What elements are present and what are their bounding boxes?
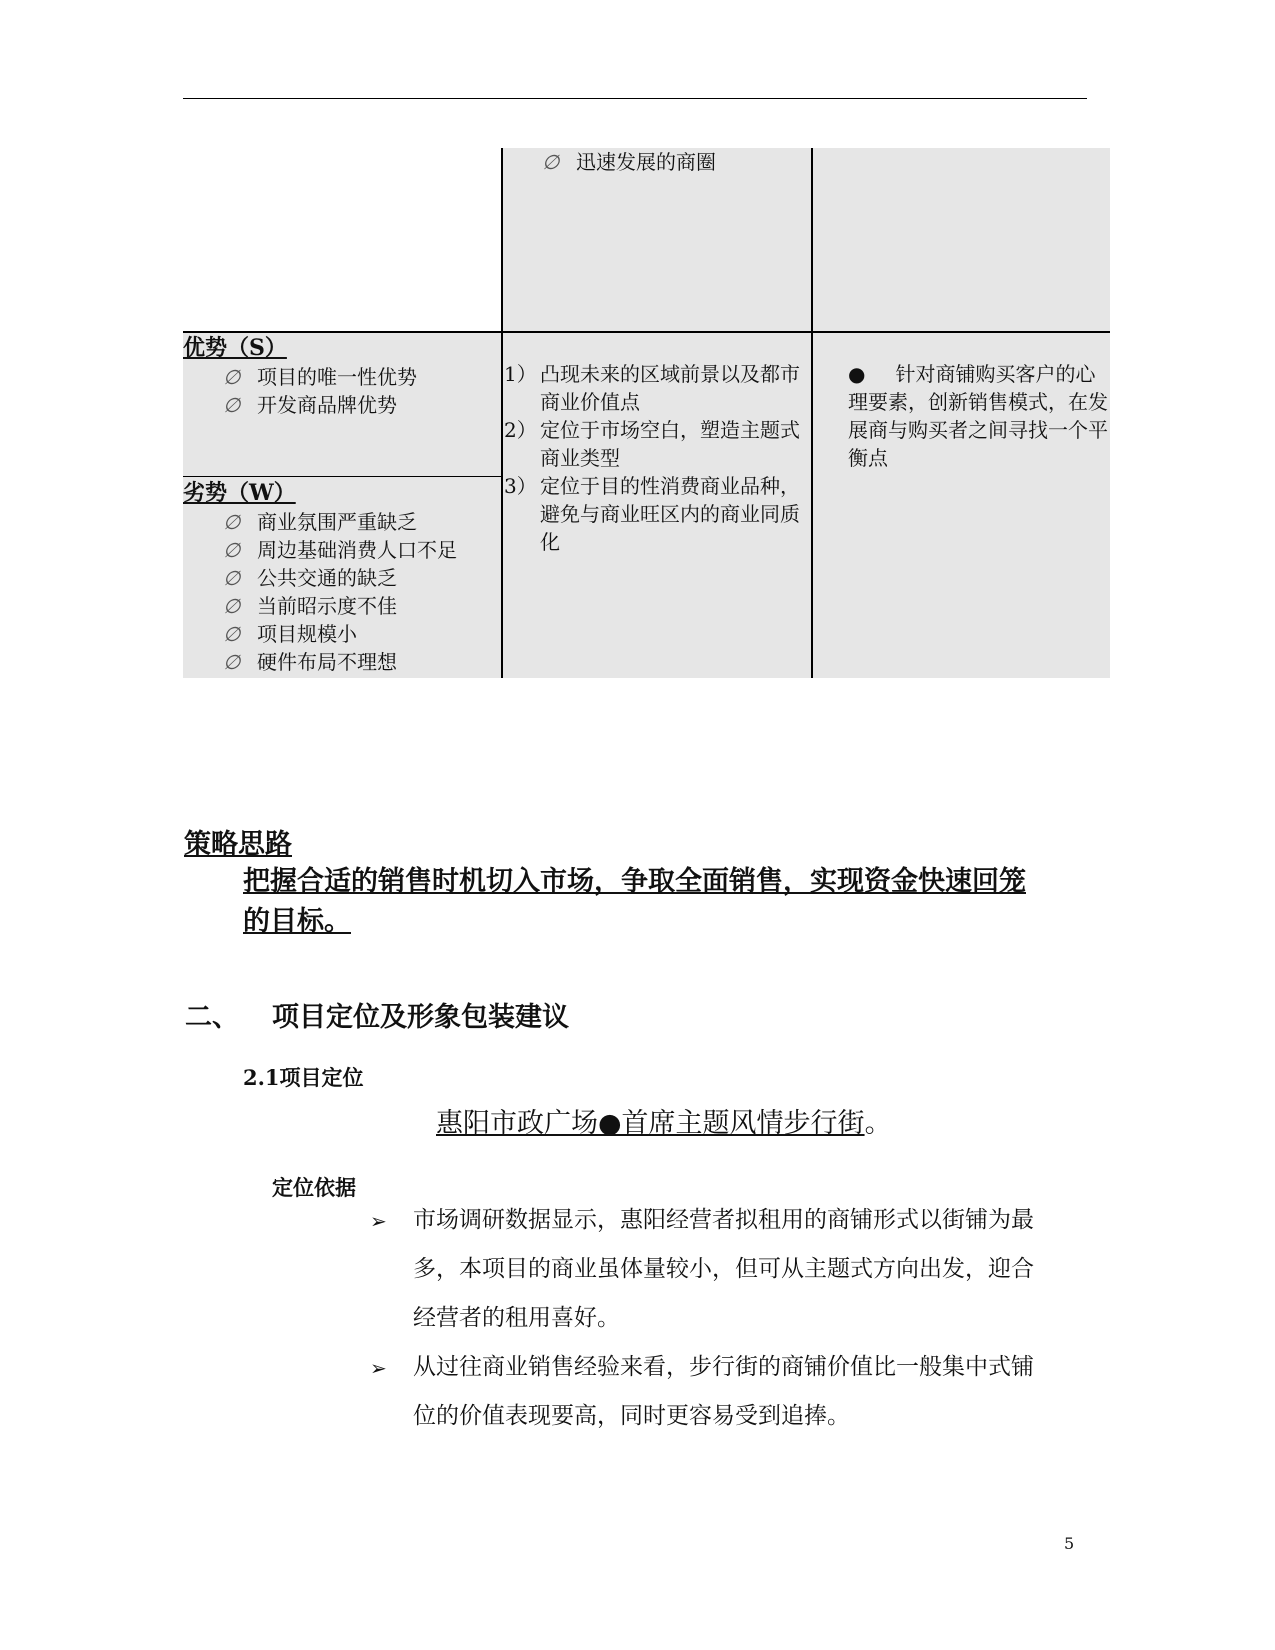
weakness-text: 硬件布局不理想	[257, 650, 397, 674]
sales-point-text: 针对商铺购买客户的心理要素，创新销售模式，在发展商与购买者之间寻找一个平衡点	[848, 362, 1108, 470]
empty-set-icon: ∅	[223, 594, 241, 618]
empty-set-icon: ∅	[223, 510, 241, 534]
swot-table	[0, 0, 1275, 674]
section-number: 二、	[185, 1002, 239, 1033]
strategy-item	[504, 360, 809, 416]
empty-set-icon: ∅	[223, 622, 241, 646]
strategy-number: 3）	[504, 474, 537, 498]
weakness-text: 公共交通的缺乏	[257, 566, 397, 590]
strategy-heading: 策略思路	[184, 829, 292, 860]
subsection-title: 2.1项目定位	[243, 1065, 364, 1090]
arrow-bullet-icon: ➢	[370, 1209, 387, 1233]
strategies-cell	[504, 360, 809, 556]
empty-set-icon: ∅	[223, 538, 241, 562]
weakness-text: 商业氛围严重缺乏	[257, 510, 417, 534]
strengths-label: 优势（S）	[183, 335, 287, 361]
strategy-text: 凸现未来的区域前景以及都市商业价值点	[540, 362, 800, 414]
page-number: 5	[1064, 1534, 1075, 1553]
weakness-item	[183, 648, 501, 676]
empty-set-icon: ∅	[223, 650, 241, 674]
strategy-item	[504, 472, 809, 556]
weakness-item	[183, 564, 501, 592]
header-rule	[183, 98, 1087, 99]
weakness-text: 项目规模小	[257, 622, 357, 646]
empty-set-icon: ∅	[223, 365, 241, 389]
strength-item	[183, 391, 501, 419]
strategy-line-2: 的目标。	[243, 906, 351, 937]
strength-text: 项目的唯一性优势	[257, 365, 417, 389]
strategy-text: 定位于市场空白，塑造主题式商业类型	[540, 418, 800, 470]
tagline-suffix: 。	[864, 1108, 892, 1139]
empty-set-icon: ∅	[223, 393, 241, 417]
weakness-item	[183, 508, 501, 536]
strength-text: 开发商品牌优势	[257, 393, 397, 417]
empty-set-icon: ∅	[542, 150, 560, 174]
bullet-icon: ●	[848, 362, 866, 386]
strategy-number: 2）	[504, 418, 537, 442]
basis-line: 多，本项目的商业虽体量较小，但可从主题式方向出发，迎合	[413, 1256, 1034, 1282]
sales-point-cell	[848, 360, 1108, 472]
strengths-cell	[183, 333, 501, 419]
table-vline-1	[501, 148, 503, 678]
table-vline-2	[811, 148, 813, 678]
top-cell-item-text: 迅速发展的商圈	[576, 150, 716, 174]
strategy-number: 1）	[504, 362, 537, 386]
section-title: 项目定位及形象包装建议	[272, 1002, 569, 1033]
strategy-text: 定位于目的性消费商业品种，避免与商业旺区内的商业同质化	[540, 474, 800, 554]
positioning-tagline	[436, 1101, 892, 1140]
arrow-bullet-icon: ➢	[370, 1356, 387, 1380]
basis-point-2	[413, 1343, 1034, 1441]
basis-line: 位的价值表现要高，同时更容易受到追捧。	[413, 1403, 850, 1429]
table-hline-2	[183, 476, 502, 477]
weaknesses-label: 劣势（W）	[183, 480, 296, 506]
strategy-line-1: 把握合适的销售时机切入市场，争取全面销售，实现资金快速回笼	[243, 866, 1026, 897]
tagline-text: 惠阳市政广场●首席主题风情步行街	[436, 1108, 865, 1139]
weakness-item	[183, 592, 501, 620]
strength-item	[183, 363, 501, 391]
weakness-text: 周边基础消费人口不足	[257, 538, 457, 562]
strategy-item	[504, 416, 809, 472]
basis-line: 经营者的租用喜好。	[413, 1305, 620, 1331]
basis-heading: 定位依据	[272, 1175, 356, 1200]
weakness-item	[183, 620, 501, 648]
empty-set-icon: ∅	[223, 566, 241, 590]
basis-line: 市场调研数据显示，惠阳经营者拟租用的商铺形式以街铺为最	[413, 1207, 1034, 1233]
weaknesses-cell	[183, 478, 501, 676]
weakness-text: 当前昭示度不佳	[257, 594, 397, 618]
weakness-item	[183, 536, 501, 564]
basis-line: 从过往商业销售经验来看，步行街的商铺价值比一般集中式铺	[413, 1354, 1034, 1380]
basis-point-1	[413, 1196, 1034, 1343]
top-cell-item	[502, 148, 1275, 176]
